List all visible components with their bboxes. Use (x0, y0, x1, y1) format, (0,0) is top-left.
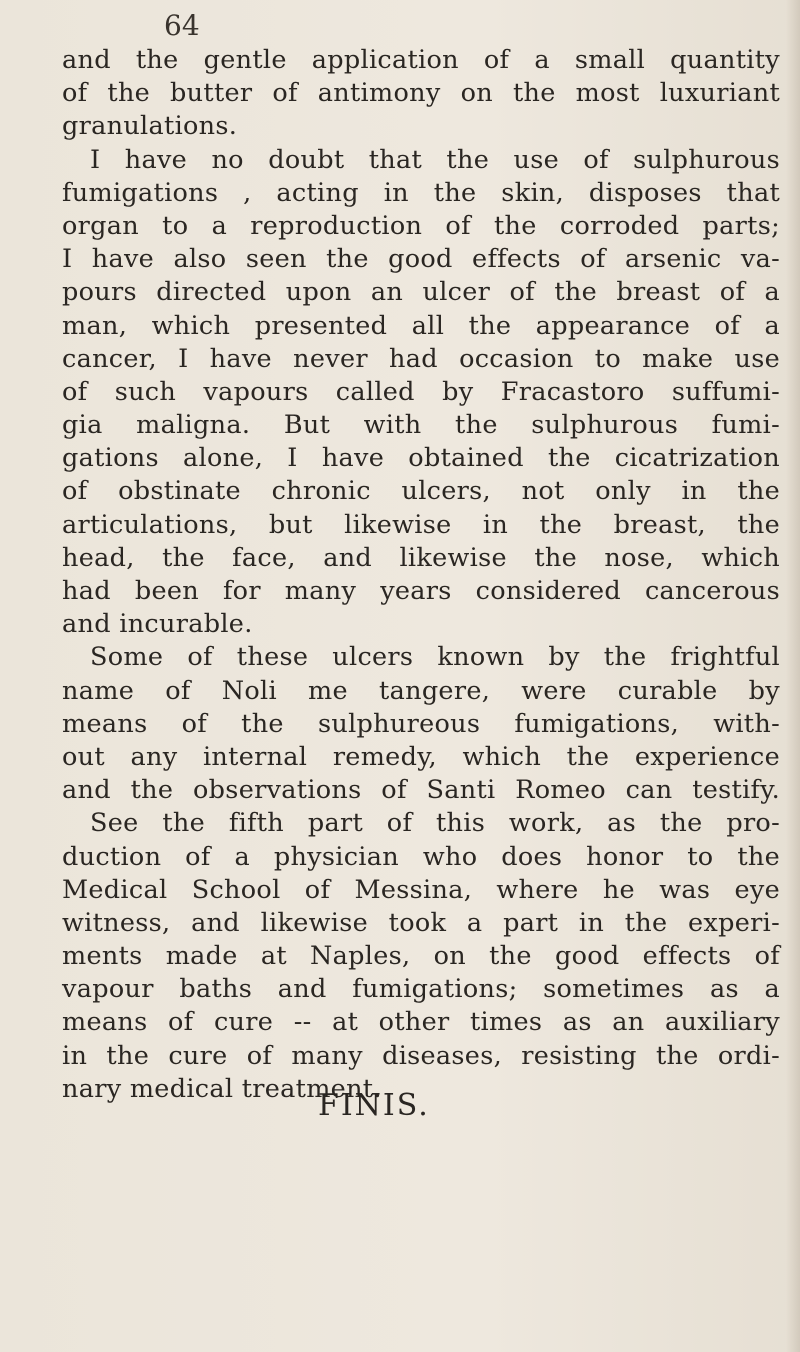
text-line: and the gentle application of a small quantity (62, 45, 780, 75)
text-line: I have also seen the good effects of arsenic va- (62, 244, 780, 275)
text-line: organ to a reproduction of the corroded parts; (62, 210, 780, 241)
text-line: of obstinate chronic ulcers, not only in the (62, 476, 780, 507)
text-line: of the butter of antimony on the most luxuriant (62, 78, 780, 109)
text-line: fumigations , acting in the skin, disposes that (62, 177, 780, 208)
text-line: and the observations of Santi Romeo can testify. (62, 775, 780, 806)
text-line: means of the sulphureous fumigations, with- (62, 708, 780, 739)
text-line: pours directed upon an ulcer of the breast of a (62, 277, 780, 308)
text-line: I have no doubt that the use of sulphurous (90, 144, 780, 175)
text-line: of such vapours called by Fracastoro suffumi- (62, 376, 780, 407)
text-line: man, which presented all the appearance of a (62, 310, 780, 341)
text-line: granulations. (62, 111, 238, 142)
text-line: and incurable. (62, 609, 253, 640)
page-edge-shadow (786, 0, 800, 1352)
text-line: had been for many years considered cancerous (62, 576, 780, 606)
text-line: nary medical treatment. (62, 1073, 382, 1104)
page-number: 64 (164, 9, 200, 42)
text-line: in the cure of many diseases, resisting the ordi- (62, 1040, 780, 1071)
text-line: gia maligna. But with the sulphurous fumi- (62, 410, 780, 441)
text-line: means of cure -- at other times as an auxiliary (62, 1007, 780, 1038)
text-line: witness, and likewise took a part in the experi- (62, 907, 780, 938)
text-line: Some of these ulcers known by the frightful (90, 642, 780, 673)
text-line: cancer, I have never had occasion to make use (62, 343, 780, 374)
body-text (62, 44, 780, 1106)
text-line: head, the face, and likewise the nose, which (62, 542, 780, 573)
text-line: Medical School of Messina, where he was eye (62, 874, 780, 905)
text-line: gations alone, I have obtained the cicatrization (62, 443, 780, 474)
text-line: articulations, but likewise in the breast, the (62, 509, 780, 540)
text-line: duction of a physician who does honor to the (62, 841, 780, 872)
text-line: vapour baths and fumigations; sometimes as a (62, 974, 780, 1005)
text-line: ments made at Naples, on the good effects of (62, 941, 780, 972)
text-line: name of Noli me tangere, were curable by (62, 675, 780, 706)
finis-heading: FINIS. (318, 1088, 430, 1123)
text-line: See the fifth part of this work, as the pro- (90, 808, 780, 839)
text-line: out any internal remedy, which the experience (62, 741, 780, 772)
